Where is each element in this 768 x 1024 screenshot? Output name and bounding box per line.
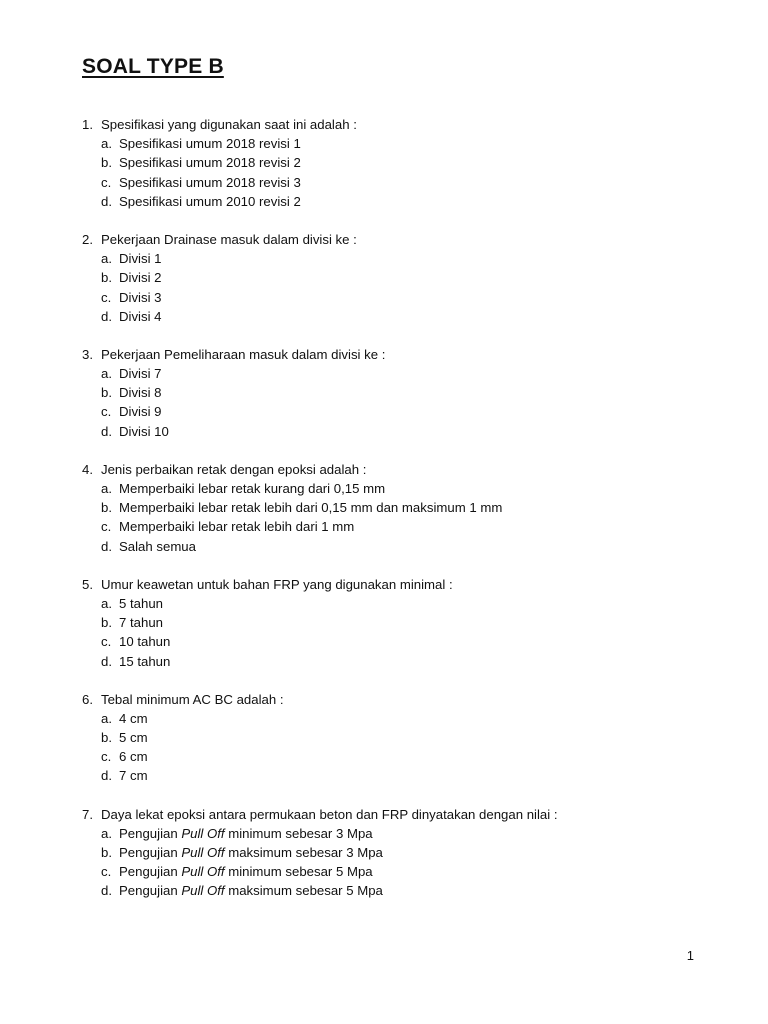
option-letter: a.	[101, 595, 112, 611]
question-label: Pekerjaan Pemeliharaan masuk dalam divisi ke :	[101, 346, 386, 362]
option-letter: d.	[101, 768, 112, 784]
option-item	[101, 881, 722, 900]
option-letter: a.	[101, 366, 112, 382]
question-label: Jenis perbaikan retak dengan epoksi adalah :	[101, 461, 367, 477]
option-letter: c.	[101, 289, 112, 305]
option-text: Spesifikasi umum 2018 revisi 3	[119, 174, 301, 190]
question-text	[82, 805, 722, 824]
option-text: 6 cm	[119, 749, 148, 765]
question-item	[82, 690, 722, 786]
question-number: 5.	[82, 576, 93, 592]
question-label: Spesifikasi yang digunakan saat ini adalah :	[101, 117, 357, 132]
option-letter: d.	[101, 883, 112, 899]
option-text	[119, 883, 383, 898]
question-list	[82, 115, 722, 920]
option-letter: d.	[101, 653, 112, 669]
option-letter: c.	[101, 864, 112, 880]
option-text: Salah semua	[119, 538, 196, 554]
option-prefix: Pengujian	[119, 845, 182, 860]
option-text: 15 tahun	[119, 653, 171, 669]
question-item	[82, 460, 722, 556]
question-item	[82, 230, 722, 326]
option-item	[101, 249, 722, 268]
option-item	[101, 192, 722, 211]
option-item	[101, 862, 722, 881]
option-item	[101, 824, 722, 843]
option-letter: b.	[101, 155, 112, 171]
option-letter: c.	[101, 404, 112, 420]
option-list	[82, 824, 722, 901]
option-letter: a.	[101, 825, 112, 841]
option-prefix: Pengujian	[119, 825, 182, 841]
option-text: Memperbaiki lebar retak kurang dari 0,15 mm	[119, 481, 386, 496]
option-list	[82, 249, 722, 326]
option-suffix: minimum sebesar 3 Mpa	[224, 825, 373, 841]
option-item	[101, 652, 722, 671]
option-letter: a.	[101, 136, 112, 152]
option-item	[101, 537, 722, 556]
option-item	[101, 594, 722, 613]
option-letter: b.	[101, 615, 112, 631]
option-text: Divisi 8	[119, 385, 162, 401]
option-letter: a.	[101, 251, 112, 267]
question-item	[82, 805, 722, 901]
option-text: 5 tahun	[119, 595, 163, 611]
option-letter: a.	[101, 481, 112, 496]
option-letter: b.	[101, 385, 112, 401]
option-item	[101, 288, 722, 307]
option-list	[82, 364, 722, 441]
question-label: Daya lekat epoksi antara permukaan beton dan FRP dinyatakan dengan nilai :	[101, 806, 558, 822]
option-item	[101, 383, 722, 402]
option-text: 10 tahun	[119, 634, 171, 650]
option-list	[82, 134, 722, 211]
option-text: 4 cm	[119, 710, 148, 726]
option-item	[101, 364, 722, 383]
option-item	[101, 766, 722, 785]
option-text: Divisi 3	[119, 289, 162, 305]
question-number: 2.	[82, 231, 93, 247]
option-text: Divisi 4	[119, 308, 162, 324]
option-item	[101, 173, 722, 192]
question-item	[82, 575, 722, 671]
option-prefix: Pengujian	[119, 864, 182, 880]
question-label: Umur keawetan untuk bahan FRP yang digunakan minimal :	[101, 576, 453, 592]
question-text	[82, 345, 722, 364]
option-emphasis: Pull Off	[181, 825, 225, 841]
option-letter: d.	[101, 423, 112, 439]
question-text	[82, 230, 722, 249]
question-item	[82, 115, 722, 211]
option-prefix: Pengujian	[119, 883, 182, 899]
option-text: Divisi 1	[119, 251, 162, 267]
option-item	[101, 134, 722, 153]
option-text: Divisi 10	[119, 423, 169, 439]
option-text: Divisi 9	[119, 404, 162, 420]
option-item	[101, 728, 722, 747]
option-letter: b.	[101, 500, 112, 516]
option-suffix: maksimum sebesar 3 Mpa	[224, 845, 383, 860]
option-letter: d.	[101, 193, 112, 209]
page-title: SOAL TYPE B	[82, 55, 224, 78]
page-number: 1	[686, 948, 694, 963]
question-label: Pekerjaan Drainase masuk dalam divisi ke :	[101, 231, 357, 247]
question-text	[82, 460, 722, 479]
option-letter: b.	[101, 270, 112, 286]
option-letter: c.	[101, 174, 112, 190]
option-item	[101, 422, 722, 441]
option-letter: b.	[101, 730, 112, 746]
option-item	[101, 709, 722, 728]
option-list	[82, 709, 722, 786]
question-number: 3.	[82, 346, 93, 362]
question-text	[82, 115, 722, 134]
option-text	[119, 826, 373, 841]
option-text: Memperbaiki lebar retak lebih dari 0,15 mm dan maksimum 1 mm	[119, 500, 503, 516]
option-letter: d.	[101, 538, 112, 554]
option-text: Memperbaiki lebar retak lebih dari 1 mm	[119, 519, 355, 535]
question-item	[82, 345, 722, 441]
option-text: 7 tahun	[119, 615, 163, 631]
option-letter: b.	[101, 845, 112, 860]
option-text: Spesifikasi umum 2010 revisi 2	[119, 193, 301, 209]
option-item	[101, 843, 722, 862]
option-letter: a.	[101, 710, 112, 726]
option-text: Spesifikasi umum 2018 revisi 1	[119, 136, 301, 152]
question-number: 6.	[82, 691, 93, 707]
option-text	[119, 845, 383, 860]
option-item	[101, 307, 722, 326]
option-item	[101, 498, 722, 517]
option-letter: c.	[101, 634, 112, 650]
option-item	[101, 402, 722, 421]
question-text	[82, 575, 722, 594]
option-item	[101, 517, 722, 536]
option-emphasis: Pull Off	[181, 864, 225, 880]
option-list	[82, 479, 722, 556]
option-list	[82, 594, 722, 671]
option-letter: d.	[101, 308, 112, 324]
question-number: 4.	[82, 461, 93, 477]
question-label: Tebal minimum AC BC adalah :	[101, 691, 284, 707]
option-item	[101, 153, 722, 172]
option-emphasis: Pull Off	[181, 845, 225, 860]
option-item	[101, 268, 722, 287]
option-suffix: maksimum sebesar 5 Mpa	[224, 883, 383, 899]
option-text	[119, 864, 373, 879]
question-number: 7.	[82, 806, 93, 822]
option-item	[101, 747, 722, 766]
option-text: 7 cm	[119, 768, 148, 784]
option-letter: c.	[101, 749, 112, 765]
option-text: 5 cm	[119, 730, 148, 746]
option-item	[101, 632, 722, 651]
question-text	[82, 690, 722, 709]
option-letter: c.	[101, 519, 112, 535]
option-suffix: minimum sebesar 5 Mpa	[224, 864, 373, 880]
option-emphasis: Pull Off	[181, 883, 225, 899]
option-item	[101, 479, 722, 498]
question-number: 1.	[82, 117, 93, 132]
option-text: Divisi 7	[119, 366, 162, 382]
option-text: Divisi 2	[119, 270, 162, 286]
option-text: Spesifikasi umum 2018 revisi 2	[119, 155, 301, 171]
option-item	[101, 613, 722, 632]
